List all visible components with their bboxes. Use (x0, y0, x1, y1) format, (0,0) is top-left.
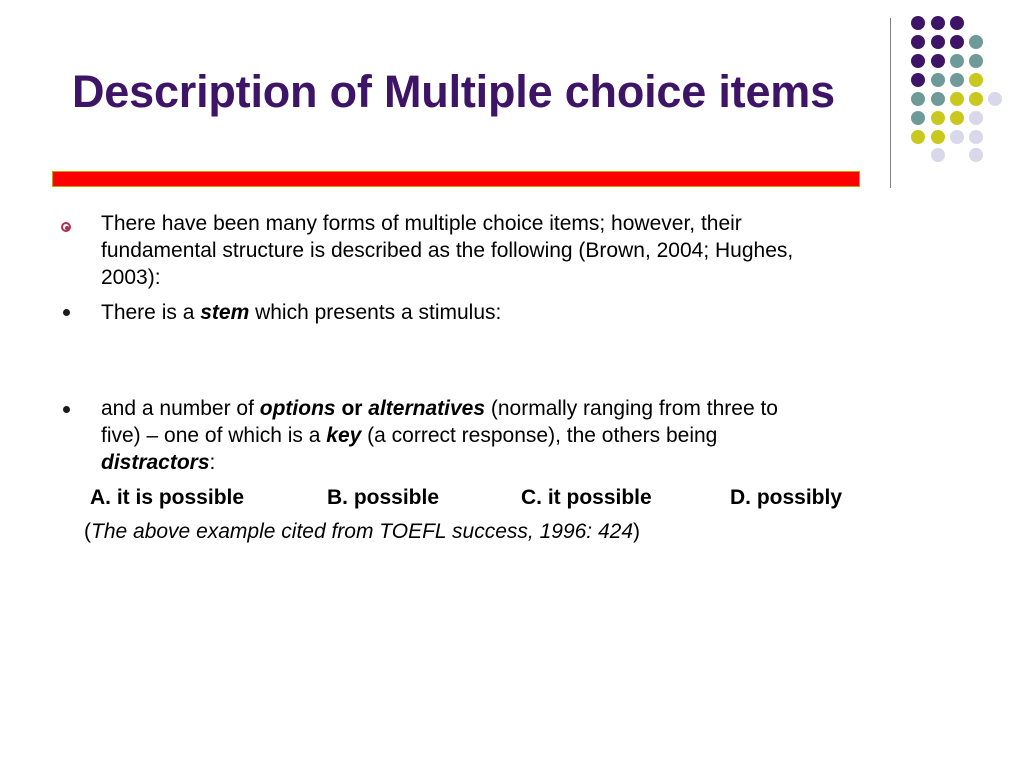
citation (84, 518, 640, 545)
swirl-bullet-icon (61, 222, 71, 232)
bullet-3-line2-pre: five) – one of which is a (101, 424, 327, 447)
decorative-dot (969, 73, 983, 87)
decorative-dot (969, 111, 983, 125)
decorative-dot (950, 54, 964, 68)
bullet-1 (101, 210, 793, 291)
option-c: C. it possible (521, 486, 652, 509)
bullet-3-line-2 (101, 422, 778, 449)
term-alternatives: alternatives (368, 397, 486, 420)
term-options: options (259, 397, 336, 420)
option-b: B. possible (327, 486, 440, 509)
decorative-dot (931, 92, 945, 106)
decorative-dot (911, 16, 925, 30)
vertical-divider (890, 18, 891, 188)
decorative-dot (931, 16, 945, 30)
bullet-3-line-1 (101, 395, 778, 422)
bullet-dot-icon (63, 309, 70, 316)
decorative-dot (931, 130, 945, 144)
decorative-dot (950, 92, 964, 106)
bullet-3-line-3 (101, 449, 778, 476)
decorative-dot (931, 54, 945, 68)
citation-text: The above example cited from TOEFL success, 1996: 424 (91, 520, 634, 543)
decorative-dot (950, 111, 964, 125)
decorative-dot (950, 35, 964, 49)
citation-open: ( (84, 520, 91, 543)
term-distractors: distractors (101, 451, 210, 474)
decorative-dot (911, 35, 925, 49)
decorative-dot (969, 130, 983, 144)
decorative-dot (911, 92, 925, 106)
word-or: or (335, 397, 369, 420)
bullet-2 (101, 299, 501, 326)
decorative-dot (931, 35, 945, 49)
decorative-dot (969, 35, 983, 49)
bullet-3-line3-post: : (209, 451, 216, 474)
title-underline-bar (52, 171, 860, 187)
decorative-dot (911, 73, 925, 87)
bullet-3-pre: and a number of (101, 397, 260, 420)
term-key: key (326, 424, 362, 447)
bullet-3 (101, 395, 778, 476)
bullet-1-line-2: fundamental structure is described as the following (Brown, 2004; Hughes, (101, 239, 794, 262)
decorative-dot (911, 54, 925, 68)
decorative-dot (969, 148, 983, 162)
decorative-dot (988, 92, 1002, 106)
decorative-dot (931, 73, 945, 87)
decorative-dot (969, 92, 983, 106)
bullet-3-post1: (normally ranging from three to (485, 397, 778, 420)
term-stem: stem (200, 301, 250, 324)
option-d: D. possibly (730, 486, 843, 509)
bullet-1-line-1: There have been many forms of multiple choice items; however, their (101, 212, 742, 235)
decorative-dot (950, 130, 964, 144)
decorative-dot (911, 111, 925, 125)
decorative-dot (911, 130, 925, 144)
bullet-dot-icon (63, 406, 70, 413)
decorative-dot (931, 148, 945, 162)
decorative-dot (969, 54, 983, 68)
slide-title: Description of Multiple choice items (72, 66, 835, 117)
bullet-1-line-3: 2003): (101, 266, 161, 289)
bullet-2-text-pre: There is a (101, 301, 201, 324)
decorative-dot (931, 111, 945, 125)
decorative-dot (950, 73, 964, 87)
bullet-2-text-post: which presents a stimulus: (249, 301, 502, 324)
citation-close: ) (633, 520, 641, 543)
decorative-dot (950, 16, 964, 30)
option-a: A. it is possible (90, 486, 245, 509)
bullet-3-line2-post: (a correct response), the others being (361, 424, 718, 447)
